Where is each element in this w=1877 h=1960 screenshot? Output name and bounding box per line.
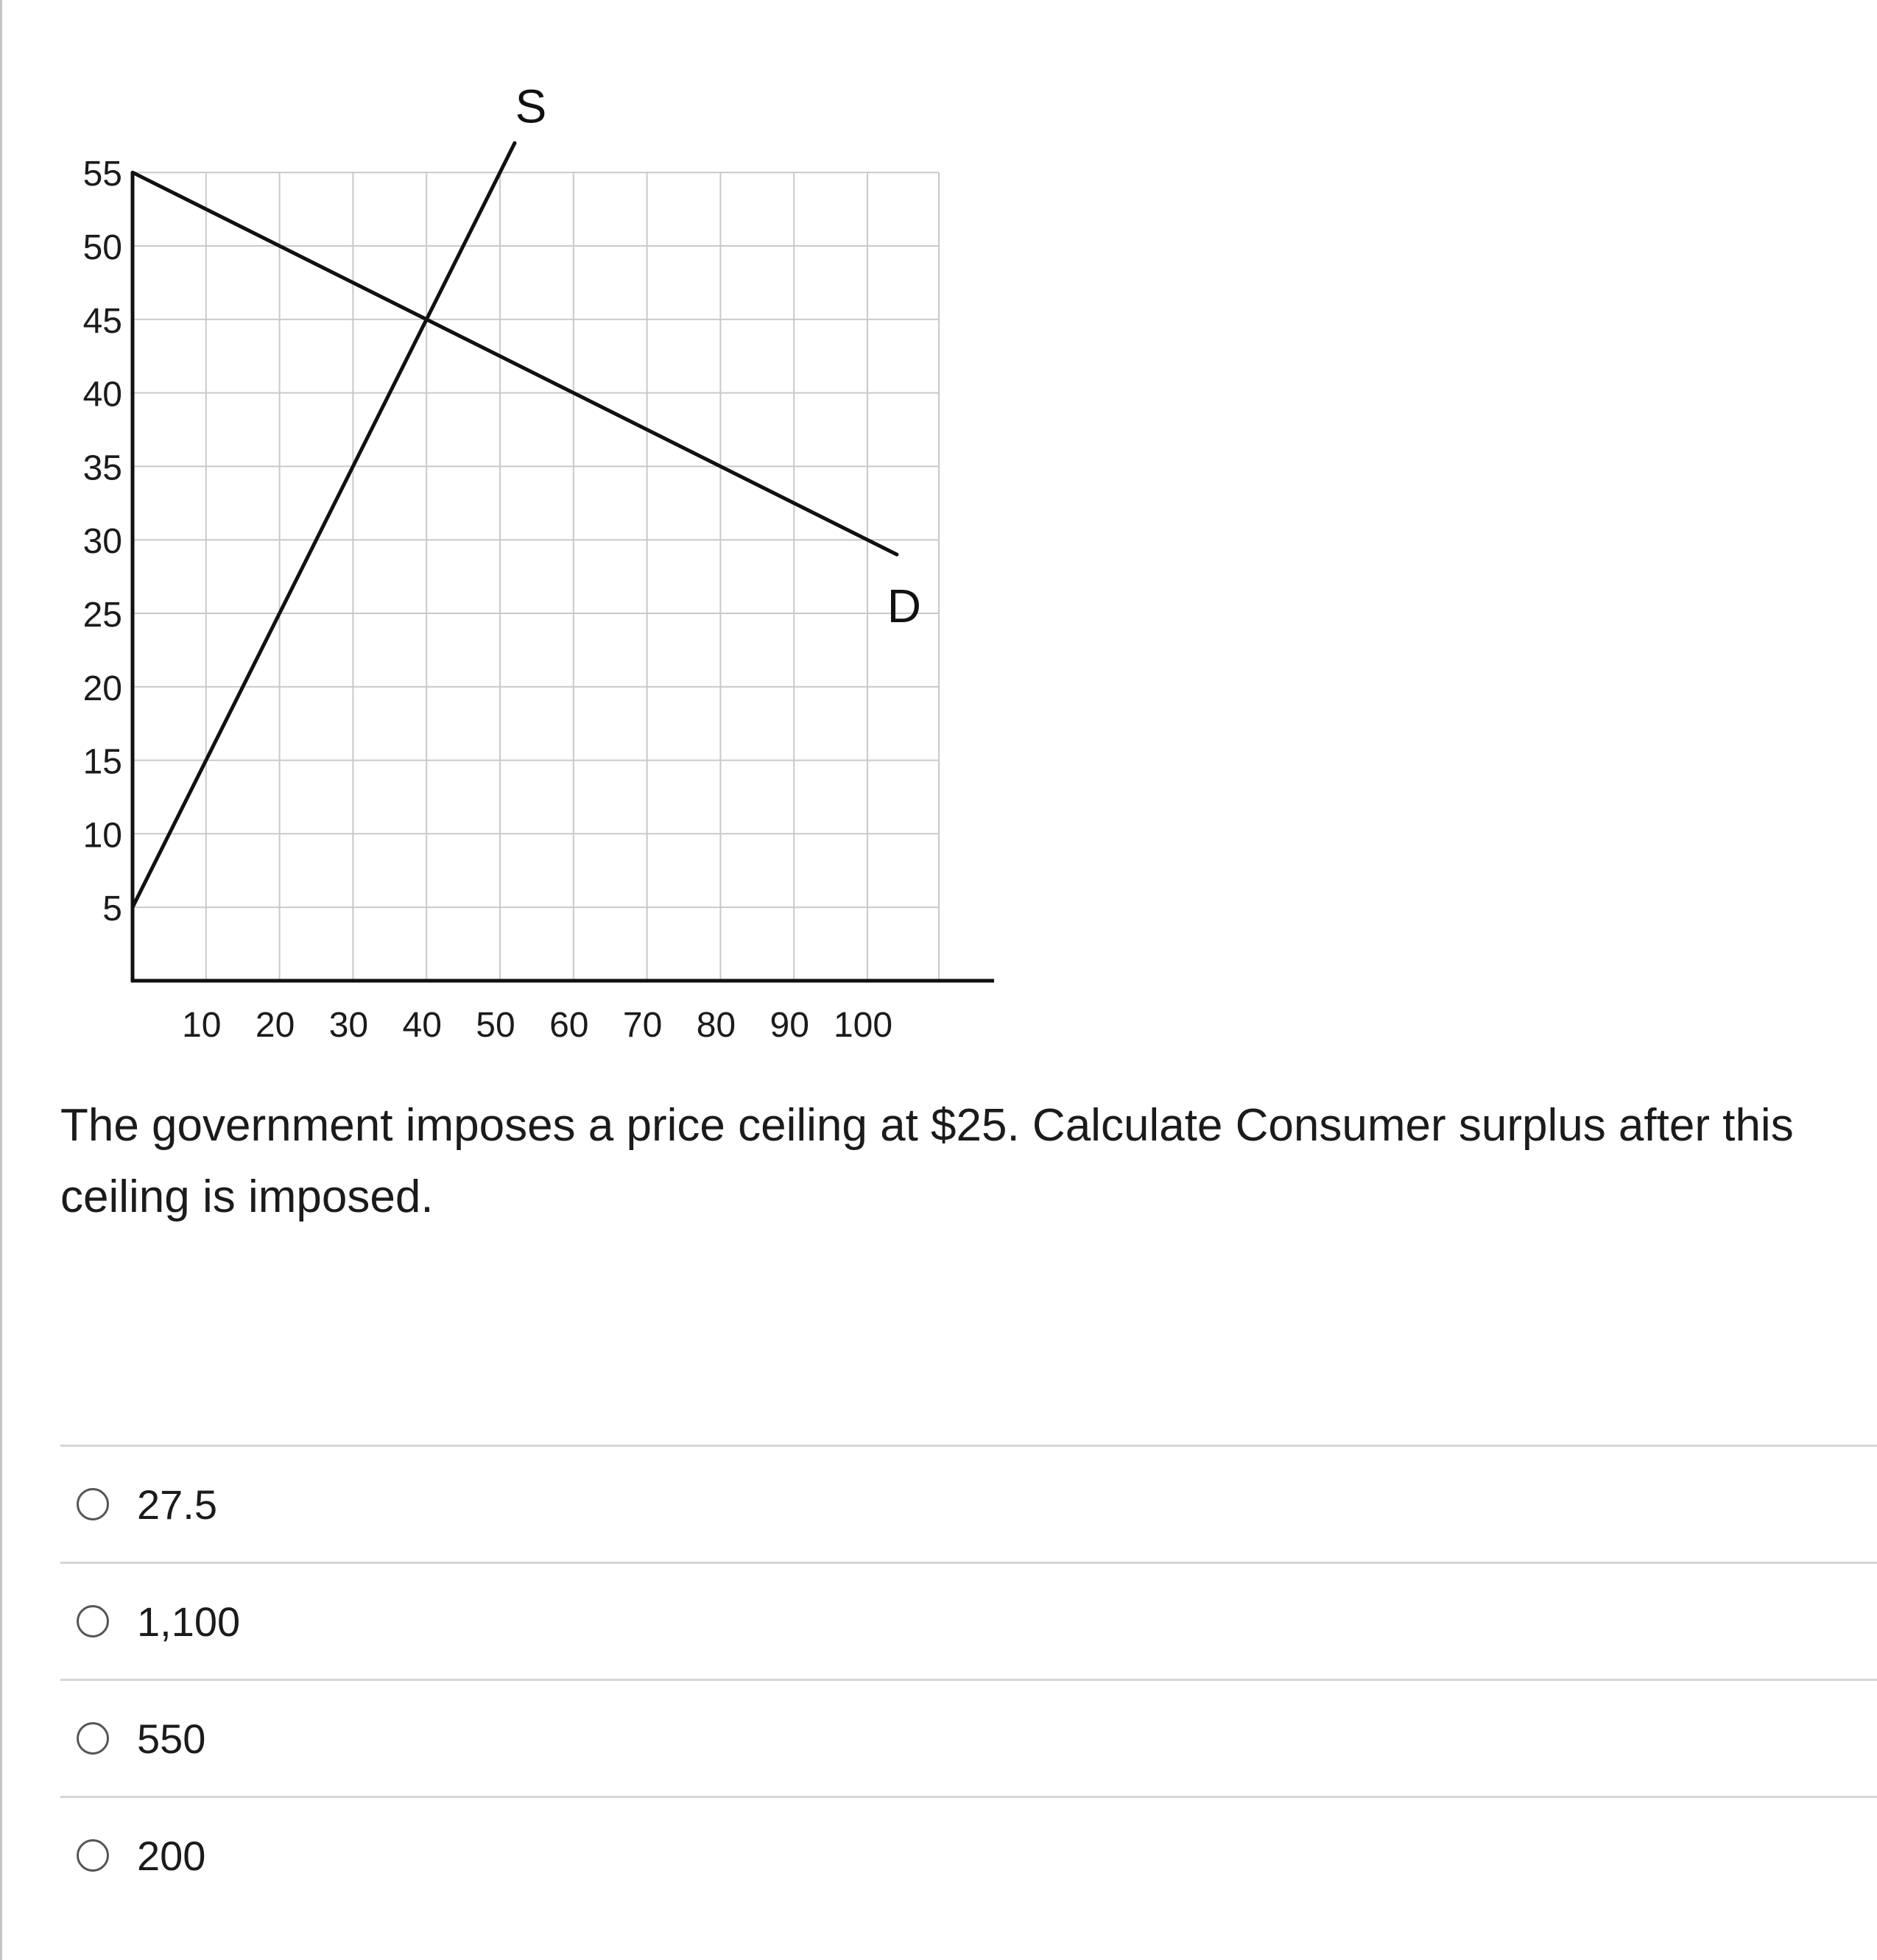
x-tick-label: 70 xyxy=(622,1006,663,1045)
radio-button-icon[interactable] xyxy=(77,1722,109,1755)
y-tick-label: 55 xyxy=(82,155,122,194)
radio-button-icon[interactable] xyxy=(77,1605,109,1638)
x-tick-label: 40 xyxy=(402,1006,442,1045)
radio-button-icon[interactable] xyxy=(77,1839,109,1872)
answer-label: 200 xyxy=(137,1832,206,1879)
y-tick-label: 30 xyxy=(82,522,122,562)
series-line-d xyxy=(133,172,897,554)
x-tick-label: 30 xyxy=(328,1006,369,1045)
radio-button-icon[interactable] xyxy=(77,1488,109,1520)
y-tick-label: 5 xyxy=(102,889,122,929)
y-tick-label: 45 xyxy=(82,301,122,341)
answer-option-3[interactable] xyxy=(60,1679,1877,1796)
y-tick-label: 35 xyxy=(82,448,122,488)
answer-label: 27.5 xyxy=(137,1481,217,1528)
y-tick-label: 20 xyxy=(82,669,122,708)
x-tick-label: 20 xyxy=(255,1006,295,1045)
answer-label: 550 xyxy=(137,1715,206,1762)
y-tick-label: 25 xyxy=(82,596,122,635)
x-tick-label: 10 xyxy=(182,1006,222,1045)
y-tick-label: 50 xyxy=(82,228,122,267)
answer-option-2[interactable] xyxy=(60,1562,1877,1679)
x-tick-label: 90 xyxy=(770,1006,809,1045)
supply-demand-chart xyxy=(0,0,1031,1046)
question-text: The government imposes a price ceiling at $25. Calculate Consumer surplus after this ceiling is imposed. xyxy=(60,1100,1794,1222)
answer-label: 1,100 xyxy=(137,1598,241,1645)
x-tick-label: 60 xyxy=(549,1006,589,1045)
y-tick-label: 10 xyxy=(82,816,122,856)
answer-option-4[interactable] xyxy=(60,1796,1877,1913)
series-label-s: S xyxy=(515,80,547,133)
x-tick-label: 50 xyxy=(476,1006,515,1045)
series-label-d: D xyxy=(887,579,922,633)
answer-option-1[interactable] xyxy=(60,1445,1877,1562)
x-tick-label: 80 xyxy=(696,1006,736,1045)
x-tick-label: 100 xyxy=(833,1006,893,1045)
y-tick-label: 15 xyxy=(82,742,122,782)
answer-list xyxy=(60,1445,1877,1913)
series-line-s xyxy=(133,143,515,907)
y-tick-label: 40 xyxy=(82,375,122,415)
